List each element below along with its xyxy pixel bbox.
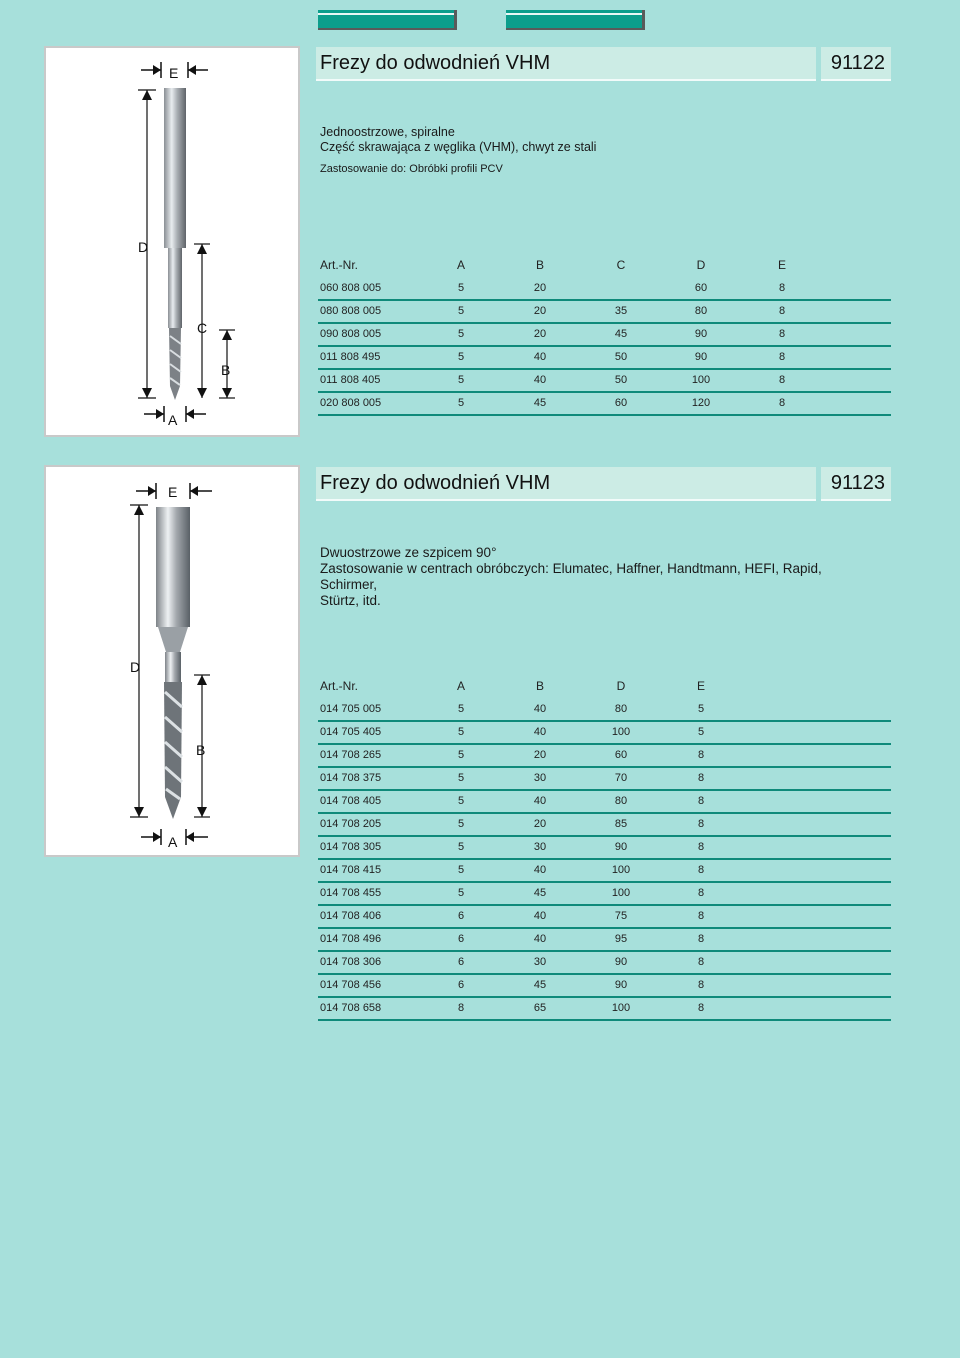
table-cell: 011 808 495 (320, 351, 381, 363)
description-line: Część skrawająca z węglika (VHM), chwyt ze stali (320, 140, 597, 154)
table-cell: 8 (697, 818, 705, 830)
dim-label-b: B (196, 742, 206, 758)
table-row (318, 743, 891, 768)
table-cell: 80 (694, 305, 708, 317)
section-title: Frezy do odwodnień VHM (320, 52, 551, 74)
table-cell: 100 (611, 1002, 631, 1014)
table-header-cell: Art.-Nr. (320, 258, 358, 272)
table-cell: 20 (533, 818, 547, 830)
tool-neck (165, 652, 181, 682)
table-row (318, 835, 891, 860)
table-cell: 014 708 456 (320, 979, 382, 991)
table-header-cell: D (696, 258, 706, 272)
table-cell: 45 (533, 397, 547, 409)
section-title: Frezy do odwodnień VHM (320, 472, 551, 494)
table-cell: 014 705 005 (320, 703, 382, 715)
table-header-cell: D (616, 679, 626, 693)
table-row (318, 881, 891, 906)
table-header-cell: A (456, 258, 465, 272)
table-row (318, 299, 891, 324)
table-cell: 45 (614, 328, 628, 340)
description-line: Jednoostrzowe, spiralne (320, 125, 455, 139)
table-cell: 90 (694, 328, 708, 340)
table-cell: 65 (533, 1002, 547, 1014)
table-row (318, 345, 891, 370)
table-cell: 5 (457, 841, 465, 853)
top-tab-left[interactable] (318, 10, 457, 30)
table-cell: 014 708 496 (320, 933, 382, 945)
table-cell: 100 (691, 374, 711, 386)
table-row (318, 973, 891, 998)
table-row (318, 904, 891, 929)
table-cell: 8 (778, 305, 786, 317)
section-title-bar (316, 47, 816, 81)
table-cell: 8 (778, 351, 786, 363)
table-cell: 95 (614, 933, 628, 945)
table-row (318, 789, 891, 814)
table-cell: 85 (614, 818, 628, 830)
table-cell: 5 (457, 703, 465, 715)
table-header-cell: Art.-Nr. (320, 679, 358, 693)
table-cell: 40 (533, 795, 547, 807)
table-cell: 8 (697, 887, 705, 899)
table-row (318, 766, 891, 791)
dim-label-e: E (168, 484, 178, 500)
table-cell: 6 (457, 956, 465, 968)
table-cell: 5 (457, 282, 465, 294)
table-cell: 080 808 005 (320, 305, 382, 317)
table-cell: 014 708 375 (320, 772, 382, 784)
table-cell: 30 (533, 956, 547, 968)
table-cell: 100 (611, 864, 631, 876)
table-cell: 40 (533, 864, 547, 876)
tool-neck (168, 248, 182, 328)
table-cell: 014 708 658 (320, 1002, 382, 1014)
table-cell: 014 708 305 (320, 841, 382, 853)
table-header-row (318, 674, 891, 697)
table-cell: 014 708 455 (320, 887, 382, 899)
table-cell: 014 708 205 (320, 818, 382, 830)
description-line: Zastosowanie w centrach obróbczych: Elumatec, Haffner, Handtmann, HEFI, Rapid, Schirmer, (320, 561, 822, 592)
tool-diagram-svg (46, 48, 302, 439)
section-description (320, 125, 596, 177)
dim-label-a: A (168, 834, 178, 850)
table-cell: 5 (457, 726, 465, 738)
table-cell: 80 (614, 795, 628, 807)
table-cell: 35 (614, 305, 628, 317)
product-drawing-91123 (44, 465, 300, 857)
table-cell: 20 (533, 305, 547, 317)
product-drawing-91122 (44, 46, 300, 437)
dim-label-d: D (138, 239, 149, 255)
top-tab-right[interactable] (506, 10, 645, 30)
table-cell: 20 (533, 282, 547, 294)
table-row (318, 322, 891, 347)
table-header-cell: A (456, 679, 465, 693)
table-cell: 80 (614, 703, 628, 715)
table-cell: 8 (697, 864, 705, 876)
table-header-cell: C (616, 258, 626, 272)
table-row (318, 391, 891, 416)
table-header-cell: B (535, 679, 544, 693)
table-cell: 8 (697, 910, 705, 922)
tool-shank (164, 88, 186, 248)
product-code-box (821, 47, 891, 81)
table-header-row (318, 253, 891, 276)
tool-diagram-svg (46, 467, 302, 859)
dim-label-c: C (197, 320, 208, 336)
table-row (318, 276, 891, 301)
table-cell: 30 (533, 772, 547, 784)
table-cell: 6 (457, 910, 465, 922)
table-cell: 6 (457, 933, 465, 945)
table-cell: 5 (457, 749, 465, 761)
table-cell: 014 708 415 (320, 864, 382, 876)
product-code-box (821, 467, 891, 501)
table-cell: 5 (457, 328, 465, 340)
table-cell: 8 (778, 374, 786, 386)
table-header-cell: B (535, 258, 544, 272)
table-row (318, 858, 891, 883)
table-cell: 090 808 005 (320, 328, 382, 340)
table-header-cell: E (777, 258, 786, 272)
section-description (320, 545, 880, 609)
table-cell: 011 808 405 (320, 374, 381, 386)
table-cell: 8 (778, 328, 786, 340)
table-cell: 40 (533, 351, 547, 363)
table-cell: 8 (697, 749, 705, 761)
table-row (318, 927, 891, 952)
table-cell: 5 (457, 818, 465, 830)
table-cell: 90 (694, 351, 708, 363)
table-cell: 90 (614, 956, 628, 968)
table-cell: 5 (457, 772, 465, 784)
section-title-bar (316, 467, 816, 501)
table-cell: 014 708 265 (320, 749, 382, 761)
table-cell: 45 (533, 979, 547, 991)
table-cell: 90 (614, 979, 628, 991)
table-cell: 5 (457, 397, 465, 409)
table-cell: 60 (614, 397, 628, 409)
table-cell: 60 (614, 749, 628, 761)
table-cell: 020 808 005 (320, 397, 382, 409)
table-cell: 100 (611, 726, 631, 738)
description-line: Dwuostrzowe ze szpicem 90° (320, 545, 497, 560)
table-cell: 8 (697, 933, 705, 945)
table-cell: 8 (697, 979, 705, 991)
table-row (318, 697, 891, 722)
table-cell: 90 (614, 841, 628, 853)
table-row (318, 996, 891, 1021)
table-cell: 45 (533, 887, 547, 899)
table-cell: 060 808 005 (320, 282, 382, 294)
table-cell: 20 (533, 749, 547, 761)
application-note: Zastosowanie do: Obróbki profili PCV (320, 163, 503, 175)
table-cell: 60 (694, 282, 708, 294)
tool-shank (156, 507, 190, 627)
table-cell: 5 (457, 351, 465, 363)
table-cell: 5 (457, 795, 465, 807)
table-cell: 40 (533, 910, 547, 922)
table-cell: 8 (778, 397, 786, 409)
dim-label-a: A (168, 412, 178, 428)
dim-label-d: D (130, 659, 141, 675)
table-cell: 5 (697, 703, 705, 715)
table-cell: 40 (533, 726, 547, 738)
table-cell: 8 (697, 956, 705, 968)
table-cell: 5 (457, 374, 465, 386)
table-cell: 8 (697, 772, 705, 784)
table-cell: 70 (614, 772, 628, 784)
table-row (318, 720, 891, 745)
table-cell: 6 (457, 979, 465, 991)
table-cell: 40 (533, 933, 547, 945)
table-cell: 8 (457, 1002, 465, 1014)
description-line: Stürtz, itd. (320, 593, 381, 608)
table-cell: 100 (611, 887, 631, 899)
table-cell: 8 (697, 1002, 705, 1014)
table-cell: 75 (614, 910, 628, 922)
table-cell: 120 (691, 397, 711, 409)
table-cell: 5 (697, 726, 705, 738)
table-cell: 20 (533, 328, 547, 340)
table-row (318, 812, 891, 837)
product-code: 91123 (830, 472, 885, 494)
table-row (318, 950, 891, 975)
table-cell: 5 (457, 305, 465, 317)
table-cell: 014 708 406 (320, 910, 382, 922)
table-cell: 5 (457, 887, 465, 899)
table-cell: 50 (614, 374, 628, 386)
table-header-cell: E (696, 679, 705, 693)
table-cell: 8 (697, 795, 705, 807)
table-cell: 5 (457, 864, 465, 876)
table-cell: 50 (614, 351, 628, 363)
table-cell: 40 (533, 703, 547, 715)
table-cell: 40 (533, 374, 547, 386)
table-cell: 014 708 306 (320, 956, 382, 968)
dim-label-e: E (169, 65, 179, 81)
table-cell: 014 705 405 (320, 726, 382, 738)
table-cell: 8 (697, 841, 705, 853)
dim-label-b: B (221, 362, 231, 378)
table-cell: 8 (778, 282, 786, 294)
product-code: 91122 (830, 52, 885, 74)
table-cell: 30 (533, 841, 547, 853)
table-row (318, 368, 891, 393)
table-cell: 014 708 405 (320, 795, 382, 807)
